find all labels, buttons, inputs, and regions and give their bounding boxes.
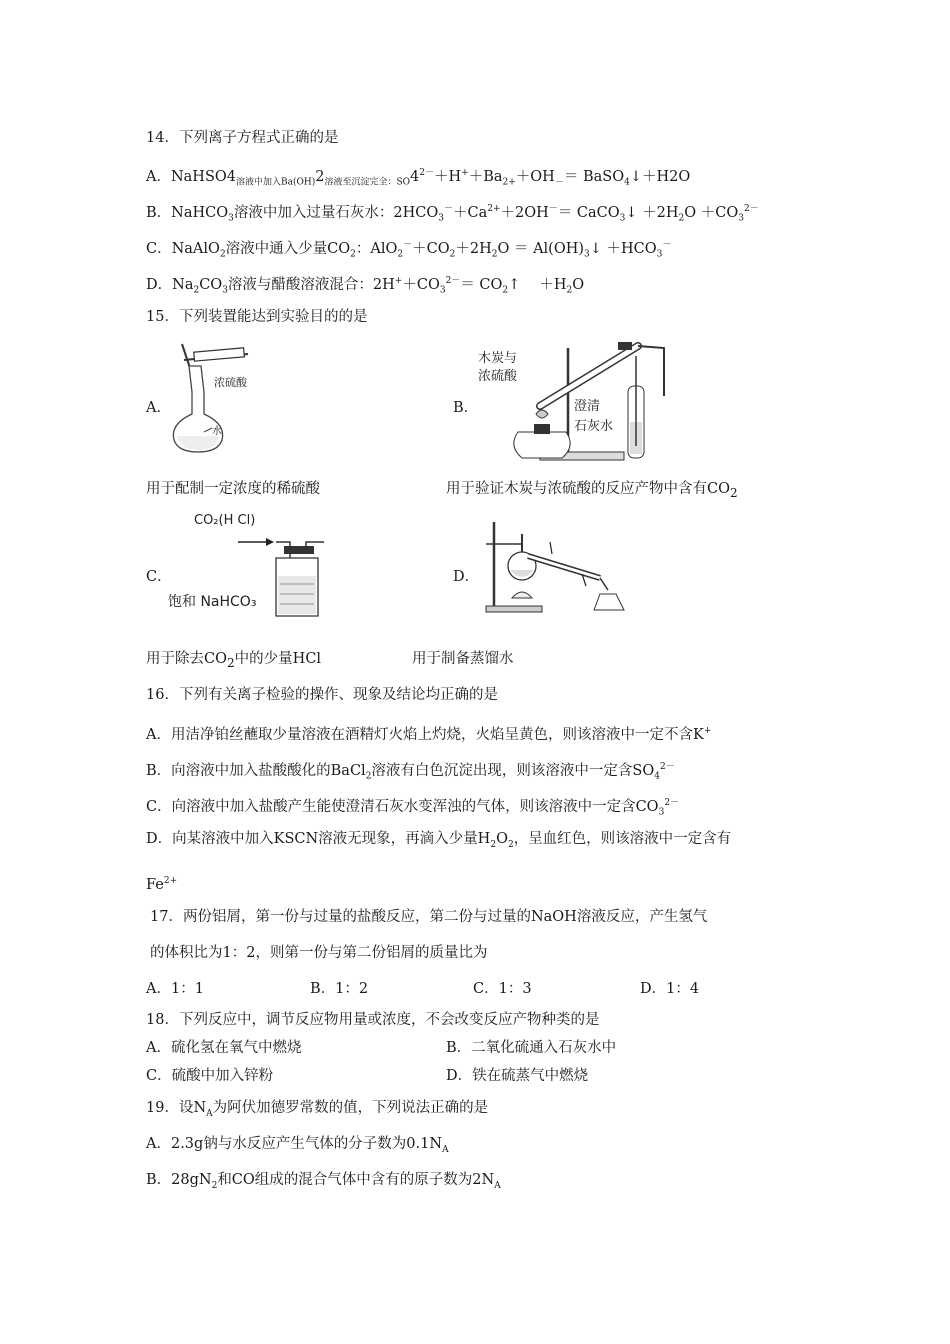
text-fragment: 2 [678,213,685,224]
q17-stem-line1: 17．两份铝屑，第一份与过量的盐酸反应，第二份与过量的NaOH溶液反应，产生氢气 [150,909,708,925]
text-fragment: 溶液与醋酸溶液混合：2H [227,276,395,293]
text-fragment: C．NaAlO [146,240,220,257]
q16-option-b [146,757,675,787]
q16-stem: 16．下列有关离子检验的操作、现象及结论均正确的是 [146,687,498,703]
text-fragment: － [443,204,453,214]
text-fragment: 溶液有白色沉淀出现，则该溶液中一定含SO [371,762,655,779]
text-fragment: 3 [658,807,665,818]
q15-option-c-label: C． [146,569,172,585]
text-fragment: 3 [584,249,590,260]
limewater-label-line1: 澄清 [574,399,601,414]
text-fragment: Fe [146,876,164,893]
text-fragment: 2 [226,655,235,670]
text-fragment: 2 [350,249,356,260]
text-fragment: A [206,1108,213,1119]
q18-option-c: C．硫酸中加入锌粉 [146,1068,274,1084]
text-fragment: O [678,168,691,185]
text-fragment: 2 [397,249,404,260]
q19-stem [146,1098,488,1124]
text-fragment: 4 [654,771,660,782]
text-fragment: 3 [439,285,446,296]
text-fragment: A．2.3g钠与水反应产生气体的分子数为0.1N [146,1136,443,1152]
text-fragment: A [442,1144,449,1155]
q15-caption-a: 用于配制一定浓度的稀硫酸 [146,481,320,497]
text-fragment: 3 [228,213,234,224]
q15-caption-b [446,479,738,503]
text-fragment: － [548,204,558,214]
q16-option-d [146,829,731,855]
text-fragment: + [461,168,469,178]
text-fragment: 3 [656,249,663,260]
text-fragment: 3 [438,213,444,224]
q19-option-a [146,1134,449,1160]
text-fragment: 2 [490,839,497,850]
text-fragment: C．向溶液中加入盐酸产生能使澄清石灰水变浑浊的气体，则该溶液中一定含CO [146,798,659,815]
text-fragment: CO [199,276,223,293]
text-fragment: ↓ ＋HCO [589,240,657,257]
text-fragment: － [662,240,672,250]
text-fragment: ＝ CaCO [557,204,620,221]
q17-option-d: D．1：4 [640,981,700,997]
q14-option-d [146,271,584,301]
text-fragment: ，呈血红色，则该溶液中一定含有 [513,831,732,847]
text-fragment: 2 [669,168,679,185]
text-fragment: B．28gN [146,1172,212,1188]
text-fragment: 溶液至沉淀完全：SO [324,177,411,188]
text-fragment: 2 [211,1180,218,1191]
text-fragment: 2+ [487,204,501,214]
flask-acid-label: 浓硫酸 [214,376,247,389]
text-fragment: 19．设N [146,1100,207,1116]
text-fragment: A．用洁净铂丝蘸取少量溶液在酒精灯火焰上灼烧，火焰呈黄色，则该溶液中一定不含K [146,726,704,743]
text-fragment: 2+ [163,876,178,886]
text-fragment: 溶液中加入Ba(OH) [236,177,316,188]
flask-water-label: 水 [212,426,222,437]
text-fragment: 3 [222,285,228,296]
q18-stem: 18．下列反应中，调节反应物用量或浓度，不会改变反应产物种类的是 [146,1012,600,1028]
text-fragment: 2－ [659,762,675,772]
text-fragment: 2 [507,839,514,850]
text-fragment: 2－ [664,798,680,808]
text-fragment: － [554,177,564,188]
text-fragment: A [494,1180,501,1191]
text-fragment: B．NaHCO [146,204,229,221]
q16-option-c [146,793,679,823]
text-fragment: 2－ [419,168,434,178]
text-fragment: O ＝ Al(OH) [497,240,585,257]
gas-mixture-label: CO₂(H Cl) [194,513,256,528]
text-fragment: 2 [219,249,226,260]
gas-washing-bottle-figure [168,508,358,620]
text-fragment: 中的少量HCl [234,651,322,667]
q15-option-d-label: D． [453,569,480,585]
text-fragment: 3 [619,213,626,224]
text-fragment: 2－ [743,204,759,214]
text-fragment: 为阿伏加德罗常数的值，下列说法正确的是 [212,1100,489,1116]
text-fragment: ＋Ca [452,204,488,221]
text-fragment: 4 [226,168,237,185]
text-fragment: ＝ CO [460,276,503,293]
text-fragment: ＋CO [412,240,450,257]
text-fragment: 2 [491,249,498,260]
text-fragment: 2 [449,249,456,260]
text-fragment: 2 [315,168,325,185]
charcoal-acid-apparatus-figure [478,336,668,466]
q17-option-c: C．1：3 [473,981,532,997]
nahco3-label: 饱和 NaHCO₃ [168,594,257,610]
q18-option-a: A．硫化氢在氧气中燃烧 [146,1040,302,1056]
distillation-apparatus-figure [482,514,632,614]
text-fragment: ＋H [434,168,462,185]
text-fragment: ＋2H [455,240,492,257]
text-fragment: O ＋CO [684,204,739,221]
text-fragment: ＋CO [402,276,440,293]
text-fragment: 4 [624,177,630,188]
q17-option-a: A．1：1 [146,981,204,997]
q15-caption-c [146,649,321,673]
text-fragment: + [703,726,712,736]
q18-option-b: B．二氧化硫通入石灰水中 [446,1040,617,1056]
text-fragment: 用于验证木炭与浓硫酸的反应产物中含有CO [446,481,730,497]
text-fragment: 用于除去CO [146,651,227,667]
text-fragment: O [496,831,508,847]
text-fragment: 溶液中加入过量石灰水：2HCO [233,204,439,221]
text-fragment: ↓＋H [629,168,670,185]
text-fragment: O [572,276,585,293]
q14-option-b [146,199,759,229]
text-fragment: 2 [193,285,200,296]
text-fragment: － [403,240,413,250]
q19-option-b [146,1170,501,1196]
q17-stem-line2: 的体积比为1：2，则第一份与第二份铝屑的质量比为 [150,945,488,961]
q16-option-d-continued [146,871,177,895]
text-fragment: + [394,276,403,286]
text-fragment: 2 [502,285,509,296]
q15-option-a-label: A． [146,400,171,416]
charcoal-label-line2: 浓硫酸 [478,369,518,384]
text-fragment: A．NaHSO [146,168,227,185]
q15-caption-d: 用于制备蒸馏水 [412,651,514,667]
text-fragment: ↑ ＋H [508,276,567,293]
text-fragment: 2 [365,771,372,782]
text-fragment: 2 [566,285,573,296]
limewater-label-line2: 石灰水 [574,419,614,434]
q18-option-d: D．铁在硫蒸气中燃烧 [446,1068,589,1084]
q15-stem: 15．下列装置能达到实验目的的是 [146,309,368,325]
q17-option-b: B．1：2 [310,981,369,997]
text-fragment: ＝ BaSO [563,168,625,185]
q14-option-a [146,163,690,193]
text-fragment: 和CO组成的混合气体中含有的原子数为2N [217,1172,495,1188]
text-fragment: 2－ [445,276,461,286]
text-fragment: 3 [738,213,744,224]
text-fragment: D．Na [146,276,194,293]
text-fragment: ＋2OH [500,204,549,221]
charcoal-label-line1: 木炭与 [478,351,518,366]
text-fragment: 2+ [502,177,516,188]
q15-option-b-label: B． [453,400,479,416]
q16-option-a [146,721,711,745]
text-fragment: 2 [729,485,738,500]
volumetric-flask-figure [160,340,270,460]
text-fragment: 溶液中通入少量CO [225,240,351,257]
text-fragment: D．向某溶液中加入KSCN溶液无现象，再滴入少量H [146,831,491,847]
text-fragment: ＋OH [515,168,555,185]
text-fragment: ↓ ＋2H [625,204,679,221]
q14-stem: 14．下列离子方程式正确的是 [146,130,339,146]
text-fragment: 4 [410,168,420,185]
q14-option-c [146,235,671,265]
text-fragment: ：AlO [355,240,398,257]
text-fragment: B．向溶液中加入盐酸酸化的BaCl [146,762,366,779]
text-fragment: ＋Ba [468,168,503,185]
